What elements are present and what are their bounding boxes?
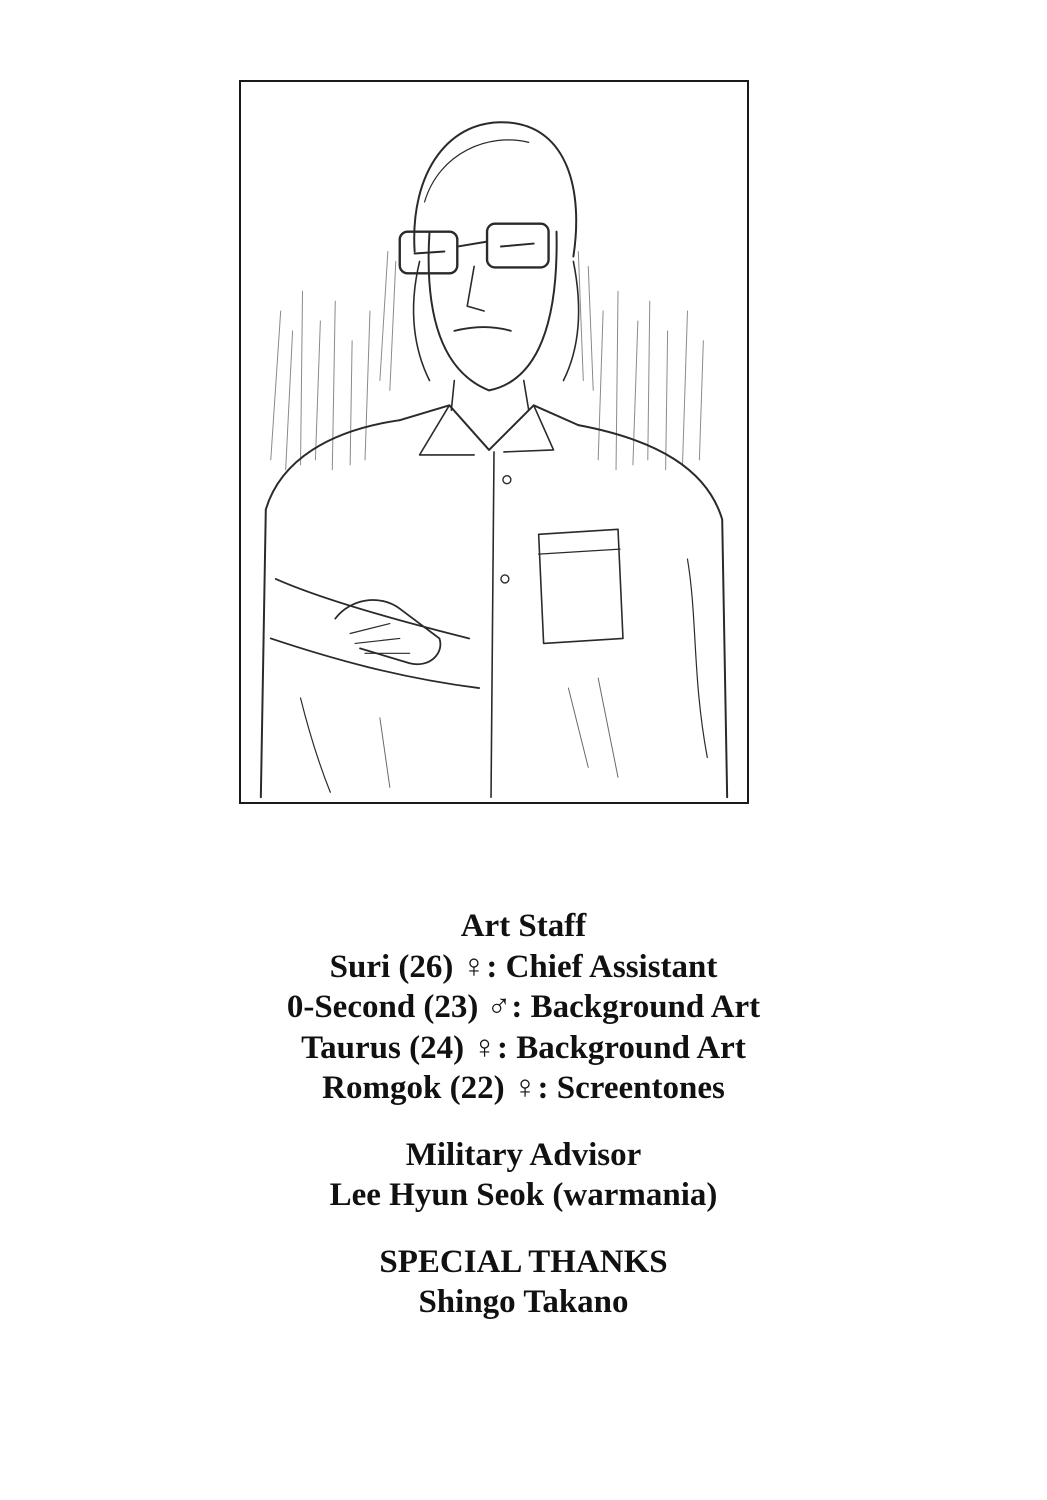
art-staff-member: 0-Second (23) ♂: Background Art: [286, 989, 761, 1025]
art-staff-member: Suri (26) ♀: Chief Assistant: [329, 948, 718, 985]
military-advisor-heading: Military Advisor: [405, 1136, 642, 1173]
portrait-illustration: [239, 80, 749, 804]
section-spacer: [0, 1109, 1047, 1135]
special-thanks-name: Shingo Takano: [418, 1284, 629, 1320]
art-staff-member: Romgok (22) ♀: Screentones: [322, 1070, 725, 1106]
art-staff-heading: Art Staff: [460, 908, 587, 944]
special-thanks-heading: SPECIAL THANKS: [379, 1243, 668, 1280]
section-spacer: [0, 1216, 1047, 1242]
art-staff-member: Taurus (24) ♀: Background Art: [301, 1029, 746, 1066]
military-advisor-name: Lee Hyun Seok (warmania): [329, 1177, 718, 1213]
sketch-drawing: [241, 82, 747, 802]
credits-block: [0, 906, 1047, 1323]
